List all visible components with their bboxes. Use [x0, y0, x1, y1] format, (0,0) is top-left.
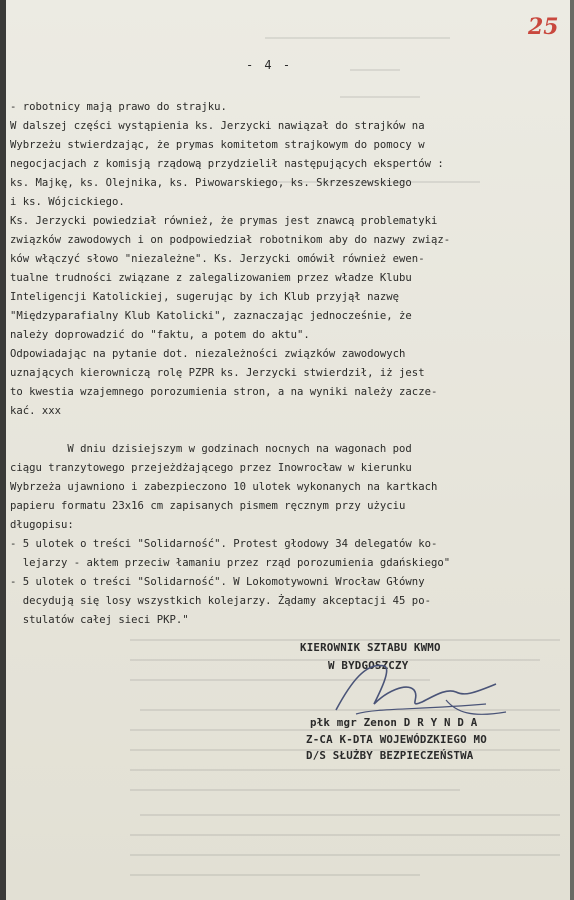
signature-name: płk mgr Zenon D R Y N D A — [310, 716, 478, 729]
body-line: uznających kierowniczą rolę PZPR ks. Jerzycki stwierdził, iż jest — [10, 367, 425, 379]
body-line: stulatów całej sieci PKP." — [10, 614, 189, 626]
body-line: Wybrzeża ujawniono i zabezpieczono 10 ulotek wykonanych na kartkach — [10, 481, 438, 493]
body-line: - 5 ulotek o treści "Solidarność". W Lokomotywowni Wrocław Główny — [10, 576, 425, 588]
body-line: lejarzy - aktem przeciw łamaniu przez rząd porozumienia gdańskiego" — [10, 557, 451, 569]
body-line: papieru formatu 23x16 cm zapisanych pismem ręcznym przy użyciu — [10, 500, 406, 512]
body-line: to kwestia wzajemnego porozumienia stron, a na wyniki należy zacze- — [10, 386, 438, 398]
body-line: - 5 ulotek o treści "Solidarność". Protest głodowy 34 delegatów ko- — [10, 538, 438, 550]
body-line: kać. xxx — [10, 405, 62, 417]
body-line: Inteligencji Katolickiej, sugerując by ich Klub przyjął nazwę — [10, 291, 400, 303]
body-line: związków zawodowych i on podpowiedział robotnikom aby do nazwy związ- — [10, 234, 451, 246]
signature-title-line2: W BYDGOSZCZY — [328, 659, 409, 672]
body-line: tualne trudności związane z zalegalizowaniem przez władze Klubu — [10, 272, 412, 284]
body-line: negocjacjach z komisją rządową przydzielił następujących ekspertów : — [10, 158, 444, 170]
body-line: należy doprowadzić do "faktu, a potem do aktu". — [10, 329, 310, 341]
body-line: i ks. Wójcickiego. — [10, 196, 125, 208]
page-number: - 4 - — [245, 58, 293, 72]
body-line: Odpowiadając na pytanie dot. niezależności związków zawodowych — [10, 348, 406, 360]
handwritten-page-number: 25 — [528, 14, 559, 40]
body-line: ciągu tranzytowego przejeżdżającego przez Inowrocław w kierunku — [10, 462, 412, 474]
body-line: długopisu: — [10, 519, 74, 531]
body-line: Ks. Jerzycki powiedział również, że prymas jest znawcą problematyki — [10, 215, 438, 227]
signature-role-line1: Z-CA K-DTA WOJEWÓDZKIEGO MO — [306, 733, 487, 746]
body-line — [10, 421, 566, 440]
body-line: ks. Majkę, ks. Olejnika, ks. Piwowarskiego, ks. Skrzeszewskiego — [10, 177, 412, 189]
signature-title-line1: KIEROWNIK SZTABU KWMO — [300, 641, 441, 654]
body-line: - robotnicy mają prawo do strajku. — [10, 101, 227, 113]
body-line: "Międzyparafialny Klub Katolicki", zaznaczając jednocześnie, że — [10, 310, 412, 322]
body-line: W dniu dzisiejszym w godzinach nocnych na wagonach pod — [10, 443, 412, 455]
signature-role-line2: D/S SŁUŻBY BEZPIECZEŃSTWA — [306, 749, 474, 762]
body-line: Wybrzeżu stwierdzając, że prymas komitetom strajkowym do pomocy w — [10, 139, 425, 151]
body-line: W dalszej części wystąpienia ks. Jerzycki nawiązał do strajków na — [10, 120, 425, 132]
document-body — [10, 98, 566, 630]
body-line: decydują się losy wszystkich kolejarzy. Żądamy akceptacji 45 po- — [10, 595, 431, 607]
body-line: ków włączyć słowo "niezależne". Ks. Jerzycki omówił również ewen- — [10, 253, 425, 265]
